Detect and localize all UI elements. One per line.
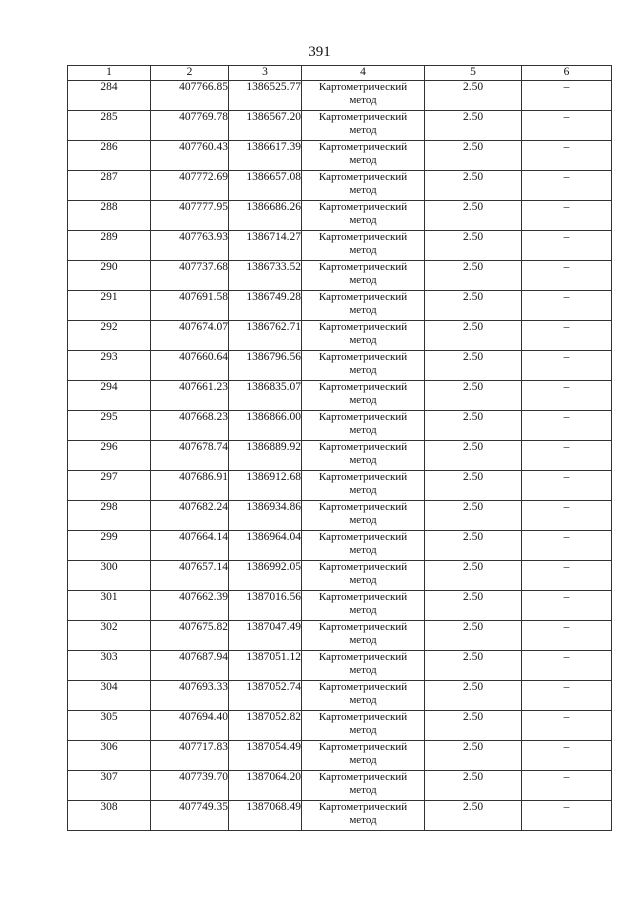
method-line-1: Картометрический <box>318 741 408 753</box>
accuracy-cell: 2.50 <box>425 81 522 111</box>
table-body <box>68 81 612 831</box>
method-cell <box>302 111 425 141</box>
y-coordinate-cell: 1387052.82 <box>229 711 302 741</box>
note-cell: – <box>522 741 612 771</box>
note-cell: – <box>522 621 612 651</box>
method-cell <box>302 591 425 621</box>
method-cell <box>302 561 425 591</box>
table-row <box>68 801 612 831</box>
method-line-2: метод <box>349 274 377 286</box>
y-coordinate-cell: 1387064.20 <box>229 771 302 801</box>
column-header: 2 <box>151 66 229 81</box>
point-number-cell: 293 <box>68 351 151 381</box>
accuracy-cell: 2.50 <box>425 261 522 291</box>
x-coordinate-cell: 407763.93 <box>151 231 229 261</box>
method-cell <box>302 351 425 381</box>
table-row <box>68 531 612 561</box>
note-cell: – <box>522 141 612 171</box>
note-cell: – <box>522 681 612 711</box>
page-number: 391 <box>308 44 331 60</box>
method-line-1: Картометрический <box>318 681 408 693</box>
accuracy-cell: 2.50 <box>425 201 522 231</box>
method-line-1: Картометрический <box>318 801 408 813</box>
accuracy-cell: 2.50 <box>425 171 522 201</box>
method-line-2: метод <box>349 184 377 196</box>
method-cell <box>302 381 425 411</box>
method-line-1: Картометрический <box>318 201 408 213</box>
method-line-2: метод <box>349 334 377 346</box>
y-coordinate-cell: 1386889.92 <box>229 441 302 471</box>
point-number-cell: 288 <box>68 201 151 231</box>
note-cell: – <box>522 651 612 681</box>
accuracy-cell: 2.50 <box>425 231 522 261</box>
x-coordinate-cell: 407668.23 <box>151 411 229 441</box>
note-cell: – <box>522 111 612 141</box>
method-cell <box>302 291 425 321</box>
method-line-2: метод <box>349 214 377 226</box>
note-cell: – <box>522 321 612 351</box>
note-cell: – <box>522 501 612 531</box>
accuracy-cell: 2.50 <box>425 471 522 501</box>
x-coordinate-cell: 407772.69 <box>151 171 229 201</box>
note-cell: – <box>522 351 612 381</box>
note-cell: – <box>522 711 612 741</box>
header-row <box>68 66 612 81</box>
note-cell: – <box>522 771 612 801</box>
x-coordinate-cell: 407760.43 <box>151 141 229 171</box>
note-cell: – <box>522 81 612 111</box>
method-cell <box>302 141 425 171</box>
accuracy-cell: 2.50 <box>425 351 522 381</box>
method-line-1: Картометрический <box>318 651 408 663</box>
y-coordinate-cell: 1387016.56 <box>229 591 302 621</box>
x-coordinate-cell: 407691.58 <box>151 291 229 321</box>
method-line-1: Картометрический <box>318 591 408 603</box>
method-cell <box>302 261 425 291</box>
method-line-2: метод <box>349 604 377 616</box>
accuracy-cell: 2.50 <box>425 711 522 741</box>
y-coordinate-cell: 1386796.56 <box>229 351 302 381</box>
point-number-cell: 303 <box>68 651 151 681</box>
method-cell <box>302 621 425 651</box>
method-cell <box>302 471 425 501</box>
table-row <box>68 141 612 171</box>
note-cell: – <box>522 261 612 291</box>
accuracy-cell: 2.50 <box>425 111 522 141</box>
accuracy-cell: 2.50 <box>425 141 522 171</box>
table-row <box>68 501 612 531</box>
accuracy-cell: 2.50 <box>425 771 522 801</box>
method-line-2: метод <box>349 664 377 676</box>
table-row <box>68 171 612 201</box>
point-number-cell: 308 <box>68 801 151 831</box>
point-number-cell: 286 <box>68 141 151 171</box>
method-line-1: Картометрический <box>318 501 408 513</box>
accuracy-cell: 2.50 <box>425 681 522 711</box>
x-coordinate-cell: 407694.40 <box>151 711 229 741</box>
x-coordinate-cell: 407737.68 <box>151 261 229 291</box>
method-line-2: метод <box>349 784 377 796</box>
method-line-2: метод <box>349 394 377 406</box>
method-line-2: метод <box>349 814 377 826</box>
method-line-1: Картометрический <box>318 171 408 183</box>
table-row <box>68 411 612 441</box>
x-coordinate-cell: 407693.33 <box>151 681 229 711</box>
y-coordinate-cell: 1386525.77 <box>229 81 302 111</box>
table-row <box>68 441 612 471</box>
x-coordinate-cell: 407674.07 <box>151 321 229 351</box>
point-number-cell: 295 <box>68 411 151 441</box>
y-coordinate-cell: 1386866.00 <box>229 411 302 441</box>
x-coordinate-cell: 407766.85 <box>151 81 229 111</box>
column-header: 1 <box>68 66 151 81</box>
x-coordinate-cell: 407678.74 <box>151 441 229 471</box>
table-row <box>68 591 612 621</box>
method-line-2: метод <box>349 544 377 556</box>
method-cell <box>302 201 425 231</box>
column-header: 3 <box>229 66 302 81</box>
point-number-cell: 290 <box>68 261 151 291</box>
method-cell <box>302 711 425 741</box>
y-coordinate-cell: 1386964.04 <box>229 531 302 561</box>
method-line-2: метод <box>349 634 377 646</box>
point-number-cell: 298 <box>68 501 151 531</box>
method-cell <box>302 411 425 441</box>
x-coordinate-cell: 407769.78 <box>151 111 229 141</box>
table-row <box>68 291 612 321</box>
accuracy-cell: 2.50 <box>425 651 522 681</box>
y-coordinate-cell: 1386733.52 <box>229 261 302 291</box>
method-line-1: Картометрический <box>318 381 408 393</box>
note-cell: – <box>522 381 612 411</box>
x-coordinate-cell: 407664.14 <box>151 531 229 561</box>
method-cell <box>302 651 425 681</box>
y-coordinate-cell: 1386934.86 <box>229 501 302 531</box>
point-number-cell: 292 <box>68 321 151 351</box>
method-line-1: Картометрический <box>318 261 408 273</box>
point-number-cell: 307 <box>68 771 151 801</box>
table-row <box>68 771 612 801</box>
accuracy-cell: 2.50 <box>425 741 522 771</box>
accuracy-cell: 2.50 <box>425 291 522 321</box>
y-coordinate-cell: 1386567.20 <box>229 111 302 141</box>
point-number-cell: 289 <box>68 231 151 261</box>
point-number-cell: 301 <box>68 591 151 621</box>
method-line-1: Картометрический <box>318 321 408 333</box>
accuracy-cell: 2.50 <box>425 411 522 441</box>
y-coordinate-cell: 1386657.08 <box>229 171 302 201</box>
y-coordinate-cell: 1387068.49 <box>229 801 302 831</box>
table-row <box>68 471 612 501</box>
table-row <box>68 561 612 591</box>
method-line-2: метод <box>349 574 377 586</box>
method-line-2: метод <box>349 154 377 166</box>
y-coordinate-cell: 1387051.12 <box>229 651 302 681</box>
method-line-1: Картометрический <box>318 441 408 453</box>
note-cell: – <box>522 801 612 831</box>
x-coordinate-cell: 407675.82 <box>151 621 229 651</box>
note-cell: – <box>522 591 612 621</box>
accuracy-cell: 2.50 <box>425 381 522 411</box>
method-line-1: Картометрический <box>318 471 408 483</box>
note-cell: – <box>522 471 612 501</box>
table-row <box>68 621 612 651</box>
x-coordinate-cell: 407660.64 <box>151 351 229 381</box>
y-coordinate-cell: 1387052.74 <box>229 681 302 711</box>
method-cell <box>302 801 425 831</box>
method-line-1: Картометрический <box>318 561 408 573</box>
method-line-2: метод <box>349 694 377 706</box>
method-line-2: метод <box>349 424 377 436</box>
table-row <box>68 321 612 351</box>
method-line-2: метод <box>349 94 377 106</box>
point-number-cell: 297 <box>68 471 151 501</box>
table-row <box>68 231 612 261</box>
point-number-cell: 306 <box>68 741 151 771</box>
method-line-2: метод <box>349 364 377 376</box>
y-coordinate-cell: 1386912.68 <box>229 471 302 501</box>
y-coordinate-cell: 1386992.05 <box>229 561 302 591</box>
method-cell <box>302 501 425 531</box>
x-coordinate-cell: 407749.35 <box>151 801 229 831</box>
x-coordinate-cell: 407717.83 <box>151 741 229 771</box>
method-cell <box>302 171 425 201</box>
method-line-1: Картометрический <box>318 711 408 723</box>
table-row <box>68 681 612 711</box>
method-line-1: Картометрический <box>318 231 408 243</box>
method-cell <box>302 231 425 261</box>
method-line-1: Картометрический <box>318 531 408 543</box>
y-coordinate-cell: 1387047.49 <box>229 621 302 651</box>
note-cell: – <box>522 411 612 441</box>
table-row <box>68 741 612 771</box>
method-line-2: метод <box>349 484 377 496</box>
y-coordinate-cell: 1386617.39 <box>229 141 302 171</box>
point-number-cell: 291 <box>68 291 151 321</box>
x-coordinate-cell: 407686.91 <box>151 471 229 501</box>
point-number-cell: 302 <box>68 621 151 651</box>
column-header: 5 <box>425 66 522 81</box>
x-coordinate-cell: 407739.70 <box>151 771 229 801</box>
x-coordinate-cell: 407662.39 <box>151 591 229 621</box>
method-line-1: Картометрический <box>318 111 408 123</box>
table-header <box>68 66 612 81</box>
point-number-cell: 305 <box>68 711 151 741</box>
method-line-1: Картометрический <box>318 351 408 363</box>
method-line-1: Картометрический <box>318 771 408 783</box>
point-number-cell: 285 <box>68 111 151 141</box>
column-header: 6 <box>522 66 612 81</box>
method-cell <box>302 441 425 471</box>
point-number-cell: 287 <box>68 171 151 201</box>
point-number-cell: 296 <box>68 441 151 471</box>
table-row <box>68 711 612 741</box>
note-cell: – <box>522 291 612 321</box>
method-line-1: Картометрический <box>318 621 408 633</box>
method-line-1: Картометрический <box>318 141 408 153</box>
point-number-cell: 304 <box>68 681 151 711</box>
y-coordinate-cell: 1386714.27 <box>229 231 302 261</box>
x-coordinate-cell: 407777.95 <box>151 201 229 231</box>
method-line-2: метод <box>349 724 377 736</box>
table-row <box>68 381 612 411</box>
method-cell <box>302 81 425 111</box>
point-number-cell: 294 <box>68 381 151 411</box>
note-cell: – <box>522 171 612 201</box>
method-line-2: метод <box>349 244 377 256</box>
method-cell <box>302 741 425 771</box>
accuracy-cell: 2.50 <box>425 441 522 471</box>
x-coordinate-cell: 407687.94 <box>151 651 229 681</box>
accuracy-cell: 2.50 <box>425 621 522 651</box>
x-coordinate-cell: 407657.14 <box>151 561 229 591</box>
note-cell: – <box>522 441 612 471</box>
note-cell: – <box>522 561 612 591</box>
method-line-2: метод <box>349 454 377 466</box>
accuracy-cell: 2.50 <box>425 591 522 621</box>
method-line-2: метод <box>349 124 377 136</box>
note-cell: – <box>522 201 612 231</box>
table-row <box>68 81 612 111</box>
point-number-cell: 284 <box>68 81 151 111</box>
table-row <box>68 261 612 291</box>
method-line-2: метод <box>349 514 377 526</box>
table-row <box>68 111 612 141</box>
point-number-cell: 300 <box>68 561 151 591</box>
note-cell: – <box>522 231 612 261</box>
method-cell <box>302 321 425 351</box>
y-coordinate-cell: 1386835.07 <box>229 381 302 411</box>
note-cell: – <box>522 531 612 561</box>
method-line-1: Картометрический <box>318 411 408 423</box>
method-cell <box>302 681 425 711</box>
accuracy-cell: 2.50 <box>425 321 522 351</box>
method-cell <box>302 771 425 801</box>
y-coordinate-cell: 1386749.28 <box>229 291 302 321</box>
table-row <box>68 351 612 381</box>
table-row <box>68 651 612 681</box>
table-row <box>68 201 612 231</box>
method-line-1: Картометрический <box>318 81 408 93</box>
y-coordinate-cell: 1387054.49 <box>229 741 302 771</box>
method-line-2: метод <box>349 754 377 766</box>
x-coordinate-cell: 407682.24 <box>151 501 229 531</box>
x-coordinate-cell: 407661.23 <box>151 381 229 411</box>
y-coordinate-cell: 1386686.26 <box>229 201 302 231</box>
point-number-cell: 299 <box>68 531 151 561</box>
accuracy-cell: 2.50 <box>425 501 522 531</box>
accuracy-cell: 2.50 <box>425 801 522 831</box>
method-line-2: метод <box>349 304 377 316</box>
accuracy-cell: 2.50 <box>425 531 522 561</box>
coordinates-table <box>67 65 612 831</box>
accuracy-cell: 2.50 <box>425 561 522 591</box>
method-cell <box>302 531 425 561</box>
column-header: 4 <box>302 66 425 81</box>
y-coordinate-cell: 1386762.71 <box>229 321 302 351</box>
method-line-1: Картометрический <box>318 291 408 303</box>
